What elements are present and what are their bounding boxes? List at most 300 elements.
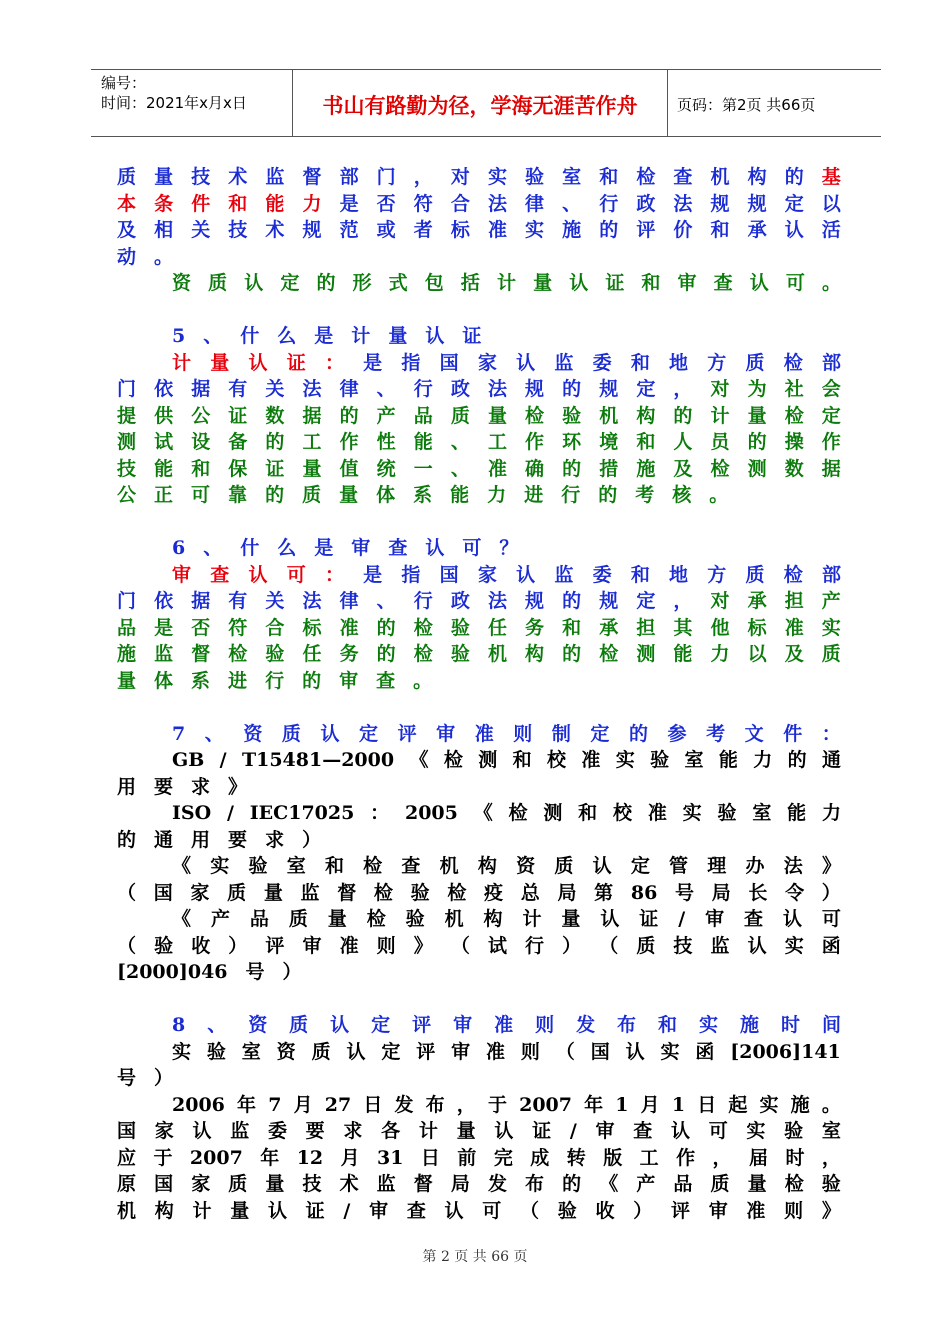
text-glyph: 查 xyxy=(713,272,733,294)
text-glyph: 的 xyxy=(562,590,582,612)
text-glyph: 评 xyxy=(265,934,285,957)
text-glyph: 构 xyxy=(154,1199,174,1222)
text-glyph: 数 xyxy=(784,457,804,480)
text-glyph: / xyxy=(569,1120,577,1142)
text-glyph: 2005 xyxy=(404,802,458,824)
text-glyph: 、 xyxy=(450,431,470,453)
text-glyph: ） xyxy=(228,934,248,957)
text-glyph: 实 xyxy=(784,934,804,957)
text-glyph: 国 xyxy=(439,563,459,586)
text-glyph: 量 xyxy=(263,881,283,904)
text-glyph: 的 xyxy=(316,272,336,294)
text-glyph: 审 xyxy=(595,1120,615,1142)
text-glyph: 一 xyxy=(413,457,433,480)
text-glyph: 验 xyxy=(450,616,470,639)
text-glyph: 委 xyxy=(592,351,612,374)
text-glyph: 量 xyxy=(154,166,174,188)
text-glyph: 查 xyxy=(744,908,764,930)
text-glyph: 于 xyxy=(153,1146,173,1169)
text-glyph: ISO xyxy=(172,802,212,824)
text-glyph: 基 xyxy=(821,166,841,188)
text-glyph: 证 xyxy=(639,908,659,930)
paragraph-gap xyxy=(117,297,841,324)
text-glyph: 国 xyxy=(590,1040,610,1063)
text-glyph: 于 xyxy=(487,1093,507,1116)
text-glyph: 据 xyxy=(191,378,211,400)
text-glyph: 和 xyxy=(658,1014,678,1036)
text-glyph: 则 xyxy=(520,1040,540,1063)
text-line xyxy=(117,800,841,827)
text-glyph: 8 xyxy=(172,1014,186,1036)
header-motto-cell xyxy=(292,70,668,136)
text-glyph: 令 xyxy=(785,881,805,904)
text-glyph: 国 xyxy=(154,1173,174,1195)
text-glyph: 验 xyxy=(206,1040,226,1063)
text-glyph: 发 xyxy=(576,1014,596,1036)
text-glyph: 提 xyxy=(117,404,137,427)
text-glyph: 则 xyxy=(376,934,396,957)
text-glyph: 质 xyxy=(636,934,656,957)
text-glyph: 施 xyxy=(636,457,656,480)
text-glyph: 月 xyxy=(340,1146,360,1169)
text-glyph: 可 xyxy=(708,1120,728,1142)
text-glyph: 布 xyxy=(617,1014,637,1036)
text-glyph: 家 xyxy=(154,1120,174,1142)
text-line xyxy=(117,668,841,695)
text-glyph: 31 xyxy=(377,1146,404,1169)
text-glyph: 时 xyxy=(780,1014,800,1036)
text-glyph: 技 xyxy=(673,934,693,957)
text-glyph: 质 xyxy=(450,404,470,427)
text-glyph: 法 xyxy=(783,855,803,877)
text-glyph: 计 xyxy=(418,1120,438,1142)
text-glyph: 督 xyxy=(413,1173,433,1195)
text-glyph: 国 xyxy=(117,1120,137,1142)
text-glyph: 检 xyxy=(599,643,619,665)
text-glyph: 、 xyxy=(207,1014,227,1036)
text-glyph: 管 xyxy=(669,855,689,877)
text-glyph: 验 xyxy=(650,749,670,771)
text-glyph: 承 xyxy=(747,219,767,241)
text-glyph: 认 xyxy=(330,1014,350,1036)
text-glyph: 查 xyxy=(210,563,230,586)
text-glyph: 保 xyxy=(228,457,248,480)
text-glyph: 督 xyxy=(337,881,357,904)
text-glyph: 什 xyxy=(240,537,260,559)
text-glyph: 量 xyxy=(117,669,137,692)
text-line xyxy=(117,1092,841,1119)
text-glyph: 其 xyxy=(673,616,693,639)
text-glyph: 求 xyxy=(265,828,285,851)
text-line xyxy=(117,1145,841,1172)
text-glyph: 机 xyxy=(444,908,464,930)
text-glyph: 国 xyxy=(439,351,459,374)
text-glyph: 部 xyxy=(339,166,359,188)
text-glyph: 的 xyxy=(562,1173,582,1195)
text-glyph: 部 xyxy=(821,563,841,586)
text-glyph: 量 xyxy=(210,351,230,374)
text-line xyxy=(117,191,841,218)
text-glyph: 行 xyxy=(525,934,545,957)
text-glyph: 任 xyxy=(302,643,322,665)
text-glyph: 2006 xyxy=(172,1093,225,1116)
text-glyph: 检 xyxy=(636,166,656,188)
text-glyph: 认 xyxy=(600,908,620,930)
text-glyph: 产 xyxy=(821,590,841,612)
text-glyph: 第 xyxy=(594,881,614,904)
text-glyph: 认 xyxy=(192,1120,212,1142)
text-glyph: 施 xyxy=(117,643,137,665)
text-glyph: 审 xyxy=(453,1014,473,1036)
text-glyph: 《 xyxy=(599,1173,619,1195)
text-glyph: （ xyxy=(599,934,619,957)
page-label: 页码：第2页 共66页 xyxy=(677,96,816,114)
text-glyph: 委 xyxy=(267,1120,287,1142)
text-glyph: 律 xyxy=(525,192,545,215)
text-glyph: 员 xyxy=(710,431,730,453)
text-glyph: 力 xyxy=(753,749,773,771)
text-glyph: 要 xyxy=(228,828,248,851)
text-glyph: 行 xyxy=(599,192,619,215)
text-glyph: 资 xyxy=(516,855,536,877)
text-glyph: 证 xyxy=(265,457,285,480)
text-glyph: 公 xyxy=(191,404,211,427)
text-line xyxy=(117,1198,841,1225)
text-glyph: 应 xyxy=(117,1146,137,1169)
text-glyph: GB xyxy=(172,749,205,771)
text-line xyxy=(117,906,841,933)
text-glyph: 规 xyxy=(747,192,767,215)
text-glyph: 环 xyxy=(562,431,582,453)
text-glyph: 系 xyxy=(191,669,211,692)
text-line xyxy=(117,1039,841,1066)
text-glyph: ， xyxy=(413,166,433,188)
text-glyph: 是 xyxy=(314,537,334,559)
text-glyph: 务 xyxy=(339,643,359,665)
text-glyph: 品 xyxy=(249,908,269,930)
text-glyph: 担 xyxy=(784,590,804,612)
text-glyph: 查 xyxy=(406,1199,426,1222)
text-glyph: 的 xyxy=(747,431,767,453)
text-glyph: 质 xyxy=(289,1014,309,1036)
text-line xyxy=(117,588,841,615)
text-glyph: 量 xyxy=(456,1120,476,1142)
text-glyph: 术 xyxy=(228,166,248,188)
text-glyph: 检 xyxy=(525,404,545,427)
text-glyph: 门 xyxy=(117,590,137,612)
text-glyph: 认 xyxy=(248,351,268,374)
text-glyph: 能 xyxy=(413,431,433,453)
text-glyph: 评 xyxy=(636,219,656,241)
text-glyph: ， xyxy=(673,378,693,400)
text-glyph: 检 xyxy=(366,908,386,930)
text-glyph: 质 xyxy=(821,643,841,665)
text-glyph: 监 xyxy=(265,166,285,188)
text-glyph: 定 xyxy=(371,1014,391,1036)
text-glyph: / xyxy=(226,802,234,824)
text-glyph: 是 xyxy=(363,563,383,586)
text-glyph: ， xyxy=(712,1146,732,1169)
text-glyph: 准 xyxy=(339,616,359,639)
text-glyph: 实 xyxy=(172,1040,192,1063)
text-glyph: 通 xyxy=(154,828,174,851)
text-glyph: 关 xyxy=(191,219,211,241)
text-glyph: 校 xyxy=(546,749,566,771)
text-glyph: 计 xyxy=(172,351,192,374)
text-line xyxy=(117,1171,841,1198)
text-glyph: 作 xyxy=(676,1146,696,1169)
text-glyph: 质 xyxy=(288,908,308,930)
text-glyph: 靠 xyxy=(228,484,248,506)
text-glyph: 施 xyxy=(740,1014,760,1036)
text-glyph: 的 xyxy=(784,166,804,188)
text-line xyxy=(117,403,841,430)
text-glyph: 品 xyxy=(117,616,137,639)
text-glyph: 检 xyxy=(784,1173,804,1195)
paragraph-gap xyxy=(117,694,841,721)
text-glyph: 据 xyxy=(821,457,841,480)
text-glyph: 和 xyxy=(324,855,344,877)
text-glyph: 否 xyxy=(376,192,396,215)
text-glyph: 审 xyxy=(451,1040,471,1063)
text-glyph: ） xyxy=(282,961,302,983)
text-glyph: 。 xyxy=(821,272,841,294)
text-glyph: 相 xyxy=(154,219,174,241)
text-glyph: ， xyxy=(821,1146,841,1169)
text-glyph: 5 xyxy=(172,325,186,347)
text-glyph: 和 xyxy=(191,457,211,480)
text-glyph: 验 xyxy=(450,643,470,665)
text-glyph: 件 xyxy=(783,722,803,745)
text-glyph: 门 xyxy=(376,166,396,188)
text-glyph: ？ xyxy=(499,537,519,559)
text-glyph: ， xyxy=(673,590,693,612)
text-glyph: ） xyxy=(821,881,841,904)
text-glyph: 2007 xyxy=(519,1093,572,1116)
text-glyph: 认 xyxy=(516,563,536,586)
text-glyph: 产 xyxy=(376,404,396,427)
text-glyph: 和 xyxy=(636,431,656,453)
text-glyph: 动 xyxy=(117,245,137,268)
text-glyph: 什 xyxy=(240,325,260,347)
text-glyph: 技 xyxy=(302,1173,322,1195)
text-glyph: 体 xyxy=(154,669,174,692)
text-glyph: 认 xyxy=(320,722,340,745)
text-glyph: 实 xyxy=(759,1093,779,1116)
text-glyph: 量 xyxy=(747,1173,767,1195)
text-glyph: 、 xyxy=(376,590,396,612)
text-glyph: 核 xyxy=(672,484,692,506)
text-glyph: 前 xyxy=(457,1146,477,1169)
text-glyph: 查 xyxy=(401,855,421,877)
text-glyph: 承 xyxy=(747,590,767,612)
text-glyph: 法 xyxy=(302,590,322,612)
text-line xyxy=(117,535,841,562)
text-glyph: 行 xyxy=(561,484,581,506)
text-glyph: 7 xyxy=(268,1093,282,1116)
text-glyph: （ xyxy=(555,1040,575,1063)
text-glyph: 监 xyxy=(154,643,174,665)
text-glyph: 认 xyxy=(346,1040,366,1063)
text-glyph: 查 xyxy=(388,537,408,559)
text-glyph: 定 xyxy=(636,590,656,612)
text-glyph: 合 xyxy=(265,616,285,639)
text-glyph: 符 xyxy=(413,192,433,215)
text-glyph: 施 xyxy=(562,219,582,241)
text-glyph: 质 xyxy=(208,272,228,294)
text-glyph: 指 xyxy=(401,351,421,374)
text-glyph: 定 xyxy=(381,1040,401,1063)
text-glyph: ） xyxy=(562,934,582,957)
text-glyph: 可 xyxy=(286,563,306,586)
text-glyph: 定 xyxy=(636,378,656,400)
text-line xyxy=(117,482,841,509)
text-line xyxy=(117,774,841,801)
text-glyph: 查 xyxy=(633,1120,653,1142)
text-line xyxy=(117,429,841,456)
text-glyph: 检 xyxy=(783,351,803,374)
text-glyph: 可 xyxy=(821,908,841,930)
text-glyph: 。 xyxy=(709,484,729,506)
text-glyph: 计 xyxy=(522,908,542,930)
text-glyph: 、 xyxy=(203,537,223,559)
text-glyph: 的 xyxy=(599,219,619,241)
text-glyph: 审 xyxy=(172,563,192,586)
text-glyph: 《 xyxy=(473,802,493,824)
text-glyph: 认 xyxy=(244,272,264,294)
text-glyph: 质 xyxy=(227,881,247,904)
text-glyph: 年 xyxy=(584,1093,604,1116)
text-line xyxy=(117,933,841,960)
text-glyph: 实 xyxy=(682,802,702,824)
text-glyph: 号 xyxy=(245,961,265,983)
text-glyph: 定 xyxy=(784,192,804,215)
text-glyph: （ xyxy=(450,934,470,957)
text-line xyxy=(117,350,841,377)
text-glyph: 构 xyxy=(477,855,497,877)
text-glyph: 的 xyxy=(787,749,807,771)
text-glyph: 方 xyxy=(707,351,727,374)
text-glyph: 要 xyxy=(154,775,174,798)
text-glyph: 构 xyxy=(525,643,545,665)
text-glyph: 》 xyxy=(413,934,433,957)
text-glyph: 的 xyxy=(673,404,693,427)
text-glyph: 《 xyxy=(172,908,192,930)
text-glyph: 和 xyxy=(512,749,532,771)
text-glyph: 及 xyxy=(673,457,693,480)
text-glyph: 者 xyxy=(413,219,433,241)
text-glyph: 力 xyxy=(821,802,841,824)
text-glyph: 考 xyxy=(706,722,726,745)
text-glyph: 资 xyxy=(248,1014,268,1036)
text-glyph: 收 xyxy=(191,934,211,957)
text-glyph: 总 xyxy=(520,881,540,904)
text-glyph: 能 xyxy=(154,457,174,480)
text-glyph: 法 xyxy=(487,378,507,400)
text-glyph: 括 xyxy=(460,272,480,294)
text-glyph: 检 xyxy=(443,749,463,771)
text-glyph: 、 xyxy=(204,722,224,745)
text-glyph: 准 xyxy=(486,1040,506,1063)
text-glyph: 和 xyxy=(228,192,248,215)
text-glyph: 和 xyxy=(578,802,598,824)
text-glyph: 通 xyxy=(821,749,841,771)
text-glyph: 》 xyxy=(821,855,841,877)
text-glyph: 设 xyxy=(191,431,211,453)
text-glyph: 认 xyxy=(248,563,268,586)
text-glyph: 正 xyxy=(154,484,174,506)
text-glyph: 能 xyxy=(718,749,738,771)
text-glyph: 认 xyxy=(444,1199,464,1222)
text-glyph: 进 xyxy=(524,484,544,506)
text-glyph: 质 xyxy=(117,166,137,188)
text-glyph: 工 xyxy=(487,431,507,453)
text-glyph: 查 xyxy=(376,669,396,692)
text-glyph: 量 xyxy=(388,325,408,347)
text-glyph: 。 xyxy=(821,1093,841,1116)
document-body xyxy=(117,164,841,1224)
text-glyph: 要 xyxy=(305,1120,325,1142)
text-glyph: 收 xyxy=(595,1199,615,1222)
text-glyph: 是 xyxy=(314,325,334,347)
text-glyph: 准 xyxy=(784,616,804,639)
text-glyph: 数 xyxy=(265,404,285,427)
text-glyph: 技 xyxy=(191,166,211,188)
text-glyph: 作 xyxy=(821,431,841,453)
text-glyph: 法 xyxy=(302,378,322,400)
text-glyph: 求 xyxy=(343,1120,363,1142)
text-glyph: 评 xyxy=(412,1014,432,1036)
text-glyph: 质 xyxy=(281,722,301,745)
text-glyph: 以 xyxy=(747,643,767,665)
text-glyph: 构 xyxy=(747,166,767,188)
text-glyph: 人 xyxy=(673,431,693,453)
text-glyph: 检 xyxy=(413,616,433,639)
text-glyph: 品 xyxy=(413,404,433,427)
text-glyph: [2000]046 xyxy=(117,961,228,983)
text-glyph: 操 xyxy=(784,431,804,453)
text-glyph: 长 xyxy=(748,881,768,904)
text-glyph: 版 xyxy=(603,1146,623,1169)
text-glyph: 规 xyxy=(525,378,545,400)
text-glyph: ， xyxy=(456,1093,476,1116)
text-glyph: 则 xyxy=(784,1199,804,1222)
text-glyph: 的 xyxy=(117,828,137,851)
text-glyph: 和 xyxy=(599,166,619,188)
text-glyph: 证 xyxy=(286,351,306,374)
text-glyph: ） xyxy=(302,828,322,851)
text-glyph: 政 xyxy=(450,378,470,400)
text-glyph: 规 xyxy=(525,590,545,612)
text-glyph: 实 xyxy=(487,166,507,188)
text-glyph: 的 xyxy=(562,457,582,480)
text-glyph: 认 xyxy=(747,934,767,957)
text-glyph: 律 xyxy=(339,590,359,612)
motto: 书山有路勤为径，学海无涯苦作舟 xyxy=(322,94,638,118)
text-glyph: 评 xyxy=(670,1199,690,1222)
number-label: 编号： xyxy=(101,74,147,92)
text-glyph: 质 xyxy=(710,1173,730,1195)
text-glyph: 准 xyxy=(474,722,494,745)
page-footer: 第 2 页 共 66 页 xyxy=(422,1249,528,1265)
text-glyph: 或 xyxy=(376,219,396,241)
text-glyph: 产 xyxy=(210,908,230,930)
text-glyph: 《 xyxy=(409,749,429,771)
text-glyph: 发 xyxy=(487,1173,507,1195)
text-glyph: 资 xyxy=(172,272,192,294)
text-glyph: 资 xyxy=(243,722,263,745)
text-glyph: 规 xyxy=(710,192,730,215)
